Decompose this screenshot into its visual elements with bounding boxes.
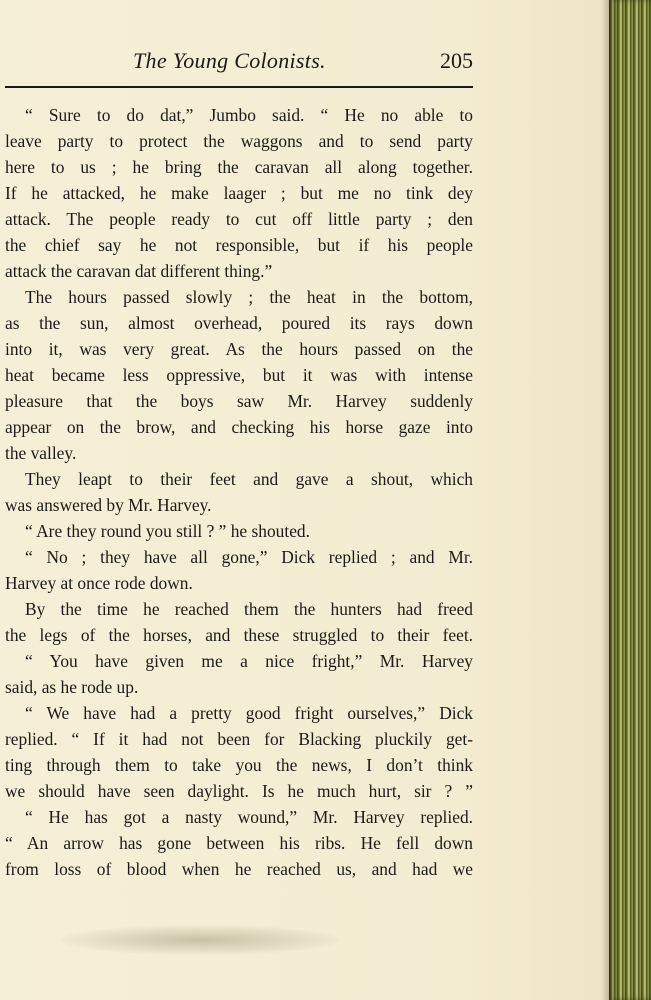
text-line: the valley.: [5, 443, 77, 463]
text-line: as the sun, almost overhead, poured its rays down: [5, 313, 473, 333]
text-line: They leapt to their feet and gave a shout, which: [25, 469, 473, 489]
text-line: into it, was very great. As the hours passed on the: [5, 339, 473, 359]
text-line: ting through them to take you the news, I don’t think: [5, 755, 473, 775]
text-line: The hours passed slowly ; the heat in the bottom,: [25, 287, 473, 307]
page-gutter-shadow: [601, 0, 609, 1000]
text-line: “ Are they round you still ? ” he shouted.: [25, 521, 310, 541]
text-line: By the time he reached them the hunters had freed: [25, 599, 473, 619]
running-title: The Young Colonists.: [133, 48, 326, 73]
text-line: attack the caravan dat different thing.”: [5, 261, 273, 281]
body-text: [5, 102, 473, 882]
header-rule: [5, 86, 473, 88]
text-line: was answered by Mr. Harvey.: [5, 495, 212, 515]
text-line: “ Sure to do dat,” Jumbo said. “ He no able to: [25, 105, 473, 125]
text-line: appear on the brow, and checking his horse gaze into: [5, 417, 473, 437]
text-line: “ He has got a nasty wound,” Mr. Harvey replied.: [25, 807, 473, 827]
text-line: the legs of the horses, and these struggled to their feet.: [5, 625, 473, 645]
text-line: leave party to protect the waggons and to send party: [5, 131, 473, 151]
text-line: heat became less oppressive, but it was with intense: [5, 365, 473, 385]
text-line: we should have seen daylight. Is he much hurt, sir ? ”: [5, 781, 473, 801]
text-line: the chief say he not responsible, but if his people: [5, 235, 473, 255]
text-line: from loss of blood when he reached us, and had we: [5, 859, 473, 879]
text-line: “ You have given me a nice fright,” Mr. Harvey: [25, 651, 473, 671]
book-edge: [609, 0, 651, 1000]
text-line: pleasure that the boys saw Mr. Harvey suddenly: [5, 391, 473, 411]
text-line: replied. “ If it had not been for Blacking pluckily get-: [5, 729, 473, 749]
text-line: “ An arrow has gone between his ribs. He fell down: [5, 833, 473, 853]
page-number: 205: [440, 48, 473, 73]
text-line: here to us ; he bring the caravan all along together.: [5, 157, 473, 177]
text-line: “ We have had a pretty good fright ourselves,” Dick: [25, 703, 473, 723]
text-line: “ No ; they have all gone,” Dick replied ; and Mr.: [25, 547, 473, 567]
text-line: said, as he rode up.: [5, 677, 139, 697]
page-smudge: [60, 925, 340, 955]
text-line: attack. The people ready to cut off little party ; den: [5, 209, 473, 229]
text-line: If he attacked, he make laager ; but me no tink dey: [5, 183, 473, 203]
text-line: Harvey at once rode down.: [5, 573, 193, 593]
page-header: [5, 48, 473, 80]
